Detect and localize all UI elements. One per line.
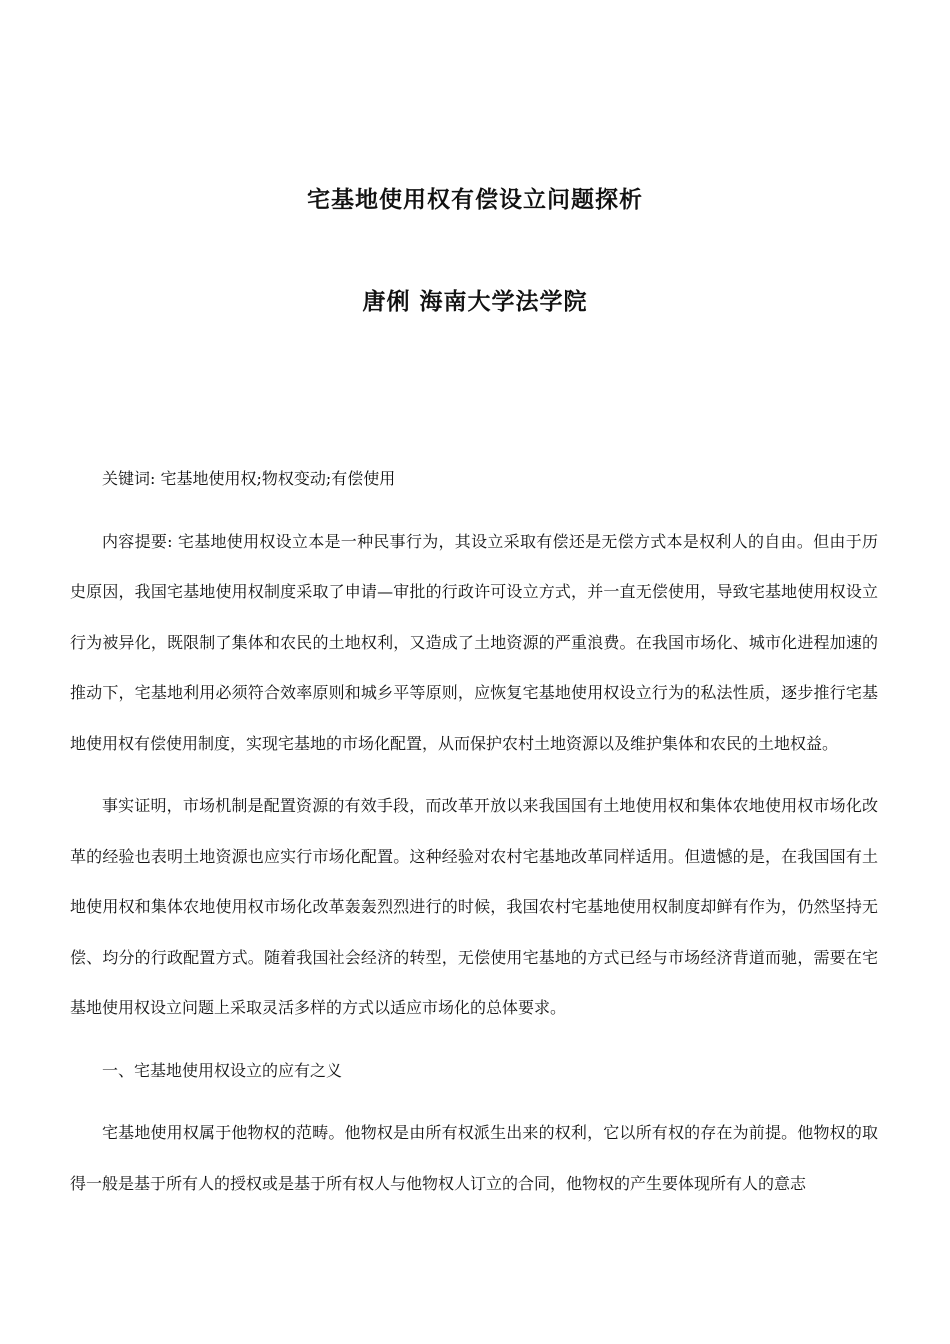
document-body xyxy=(70,454,878,1221)
keywords-paragraph: 关键词: 宅基地使用权;物权变动;有偿使用 xyxy=(102,469,396,488)
document-title: 宅基地使用权有偿设立问题探析 xyxy=(307,187,643,213)
section-heading-1: 一、宅基地使用权设立的应有之义 xyxy=(102,1060,343,1080)
body-paragraph-1: 事实证明，市场机制是配置资源的有效手段，而改革开放以来我国国有土地使用权和集体农地使用权市场化改革的经验也表明土地资源也应实行市场化配置。这种经验对农村宅基地改革同样适用。但遗憾的是，在我国国有土地使用权和集体农地使用权市场化改革轰轰烈烈进行的时候，我国农村宅基地使用权制度却鲜有作为，仍然坚持无偿、均分的行政配置方式。随着我国社会经济的转型，无偿使用宅基地的方式已经与市场经济背道而驰，需要在宅基地使用权设立问题上采取灵活多样的方式以适应市场化的总体要求。 xyxy=(70,796,878,1017)
abstract-paragraph: 内容提要: 宅基地使用权设立本是一种民事行为，其设立采取有偿还是无偿方式本是权利人的自由。但由于历史原因，我国宅基地使用权制度采取了申请—审批的行政许可设立方式，并一直无偿使用，导致宅基地使用权设立行为被异化，既限制了集体和农民的土地权利，又造成了土地资源的严重浪费。在我国市场化、城市化进程加速的推动下，宅基地利用必须符合效率原则和城乡平等原则，应恢复宅基地使用权设立行为的私法性质，逐步推行宅基地使用权有偿使用制度，实现宅基地的市场化配置，从而保护农村土地资源以及维护集体和农民的土地权益。 xyxy=(70,531,878,753)
author-line: 唐俐 海南大学法学院 xyxy=(362,289,588,315)
body-paragraph-2: 宅基地使用权属于他物权的范畴。他物权是由所有权派生出来的权利，它以所有权的存在为前提。他物权的取得一般是基于所有人的授权或是基于所有权人与他物权人订立的合同，他物权的产生要体现所有人的意志 xyxy=(70,1123,878,1193)
